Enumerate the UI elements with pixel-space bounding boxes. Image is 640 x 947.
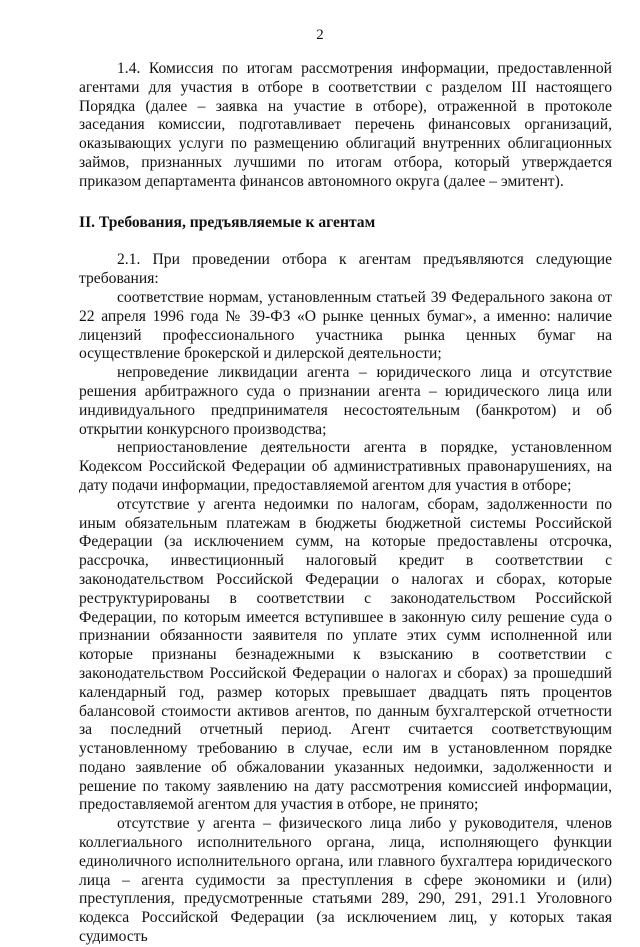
requirement-no-suspension: неприостановление деятельности агента в порядке, установленном Кодексом Российской Федерации об административных правонарушениях, на дату подачи информации, предоставляемой агентом для участия в отборе; <box>79 439 612 494</box>
requirement-no-tax-arrears: отсутствие у агента недоимки по налогам, сборам, задолженности по иным обязательным платежам в бюджеты бюджетной системы Российской Федерации (за исключением сумм, на которые предоставлены отсрочка, рассрочка, инвестиционный налоговый кредит в соответствии с законодательством Российской Федерации о налогах и сборах, которые реструктурированы в соответствии с законодательством Российской Федерации, по которым имеется вступившее в законную силу решение суда о признании обязанности заявителя по уплате этих сумм исполненной или которые признаны безнадежными к взысканию в соответствии с законодательством Российской Федерации о налогах и сборах) за прошедший календарный год, размер которых превышает двадцать пять процентов балансовой стоимости активов агентов, по данным бухгалтерской отчетности за последний отчетный период. Агент считается соответствующим установленному требованию в случае, если им в установленном порядке подано заявление об обжаловании указанных недоимки, задолженности и решение по такому заявлению на дату рассмотрения комиссией информации, предоставляемой агентом для участия в отборе, не принято; <box>79 495 612 814</box>
requirement-no-liquidation: непроведение ликвидации агента – юридического лица и отсутствие решения арбитражного суда о признании агента – юридического лица или индивидуального предпринимателя несостоятельным (банкротом) и об открытии конкурсного производства; <box>79 364 612 438</box>
page-number: 2 <box>316 27 324 43</box>
section-heading: II. Требования, предъявляемые к агентам <box>79 213 376 231</box>
paragraph-2-1: 2.1. При проведении отбора к агентам предъявляются следующие требования: <box>79 251 612 288</box>
requirement-license: соответствие нормам, установленным статьей 39 Федерального закона от 22 апреля 1996 года № 39-ФЗ «О рынке ценных бумаг», а именно: наличие лицензий профессионального участника рынка ценных бумаг на осуществление брокерской и дилерской деятельности; <box>79 288 612 363</box>
requirement-no-criminal-record: отсутствие у агента – физического лица либо у руководителя, членов коллегиального исполнительного органа, лица, исполняющего функции единоличного исполнительного органа, или главного бухгалтера юридического лица – агента судимости за преступления в сфере экономики и (или) преступления, предусмотренные статьями 289, 290, 291, 291.1 Уголовного кодекса Российской Федерации (за исключением лиц, у которых такая судимость <box>79 815 612 946</box>
document-body <box>79 60 612 947</box>
paragraph-1-4: 1.4. Комиссия по итогам рассмотрения информации, предоставленной агентами для участия в отборе в соответствии с разделом III настоящего Порядка (далее – заявка на участие в отборе), отраженной в протоколе заседания комиссии, подготавливает перечень финансовых организаций, оказывающих услуги по размещению облигаций внутренних облигационных займов, признанных лучшими по итогам отбора, который утверждается приказом департамента финансов автономного округа (далее – эмитент). <box>79 60 612 190</box>
